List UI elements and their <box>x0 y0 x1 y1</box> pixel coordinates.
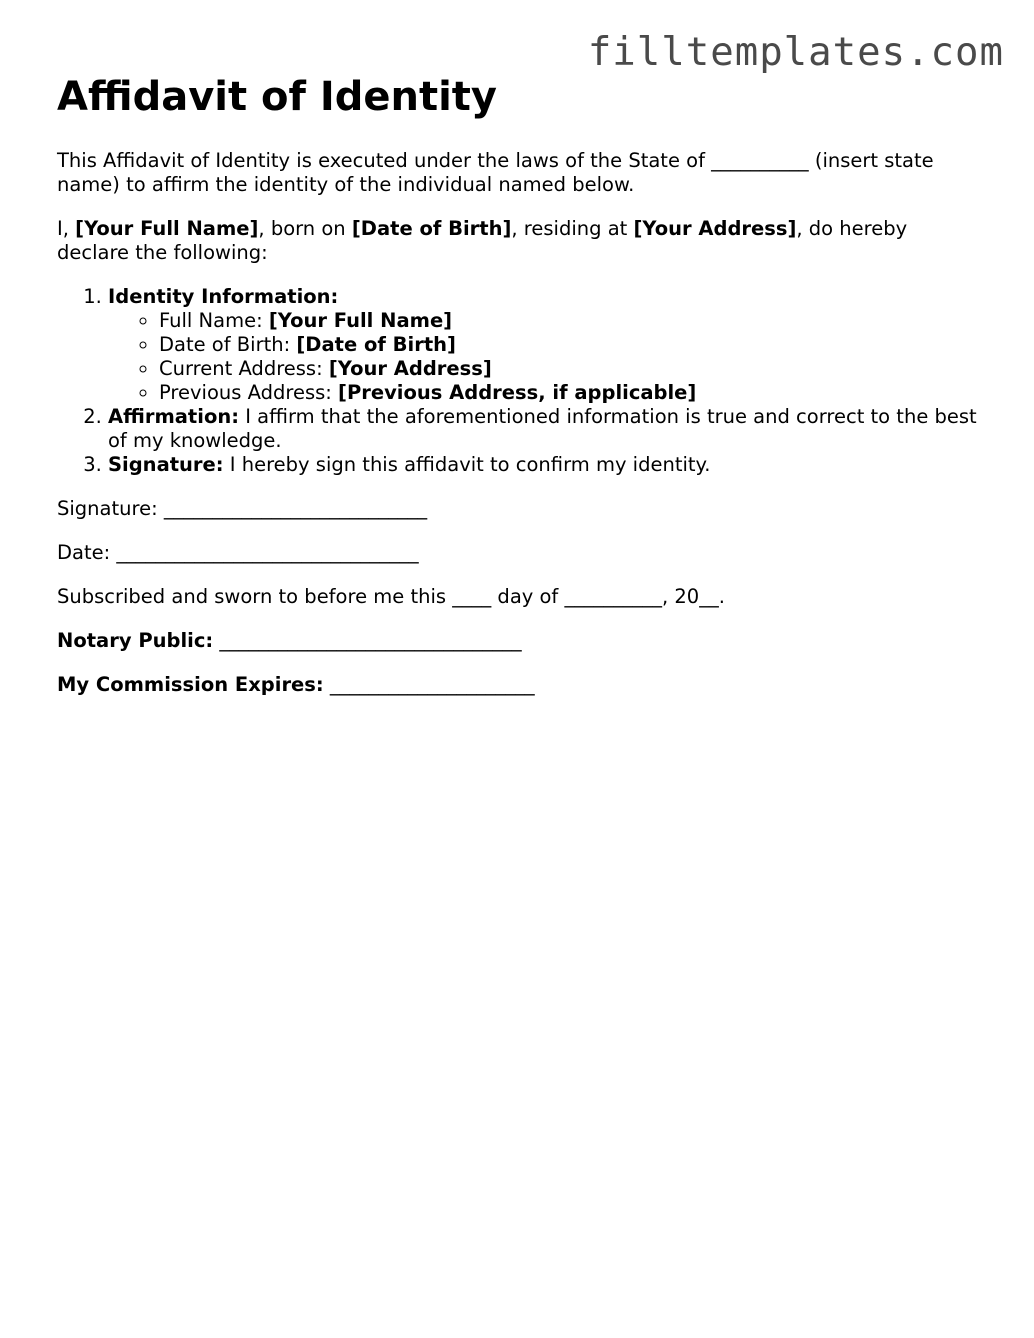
sub-item-date-of-birth <box>159 333 977 357</box>
list-item-affirmation <box>108 405 977 453</box>
sub-item-label: Date of Birth: <box>159 333 297 356</box>
sub-item-label: Full Name: <box>159 309 269 332</box>
list-item-signature <box>108 453 977 477</box>
item-heading: Affirmation: <box>108 405 240 428</box>
sub-item-label: Current Address: <box>159 357 329 380</box>
watermark-logo: filltemplates.com <box>587 30 1004 75</box>
document-title: Affidavit of Identity <box>57 74 497 120</box>
notary-label: Notary Public: <box>57 629 214 652</box>
declaration-prefix: I, <box>57 217 76 240</box>
intro-paragraph: This Affidavit of Identity is executed under the laws of the State of __________ (insert state name) to affirm the identity of the individual named below. <box>57 149 934 196</box>
declaration-address: [Your Address] <box>633 217 797 240</box>
signature-line: Signature: ___________________________ <box>57 497 428 520</box>
declaration-name: [Your Full Name] <box>75 217 259 240</box>
declaration-born-on: , born on <box>258 217 352 240</box>
sub-item-value: [Your Address] <box>328 357 492 380</box>
sub-item-previous-address <box>159 381 977 405</box>
notary-blank: _______________________________ <box>213 629 522 652</box>
affidavit-items-list <box>57 285 977 477</box>
sworn-line: Subscribed and sworn to before me this ____ day of __________, 20__. <box>57 585 725 608</box>
declaration-dob: [Date of Birth] <box>351 217 512 240</box>
item-heading: Identity Information: <box>108 285 339 308</box>
commission-blank: _____________________ <box>323 673 535 696</box>
notary-line <box>57 629 977 653</box>
item-heading: Signature: <box>108 453 224 476</box>
document-body <box>57 149 977 717</box>
sub-item-value: [Date of Birth] <box>296 333 456 356</box>
declaration-paragraph <box>57 217 977 265</box>
commission-line <box>57 673 977 697</box>
list-item-identity-information <box>108 285 977 405</box>
sub-item-value: [Your Full Name] <box>268 309 453 332</box>
item-text: I affirm that the aforementioned information is true and correct to the best of my knowledge. <box>108 405 977 452</box>
date-line: Date: _______________________________ <box>57 541 419 564</box>
sub-item-current-address <box>159 357 977 381</box>
commission-label: My Commission Expires: <box>57 673 324 696</box>
identity-subitems-list <box>108 309 977 405</box>
sub-item-value: [Previous Address, if applicable] <box>338 381 697 404</box>
sub-item-full-name <box>159 309 977 333</box>
item-text: I hereby sign this affidavit to confirm my identity. <box>223 453 711 476</box>
declaration-residing-at: , residing at <box>511 217 634 240</box>
sub-item-label: Previous Address: <box>159 381 339 404</box>
declaration-suffix: , do hereby declare the following: <box>57 217 908 264</box>
